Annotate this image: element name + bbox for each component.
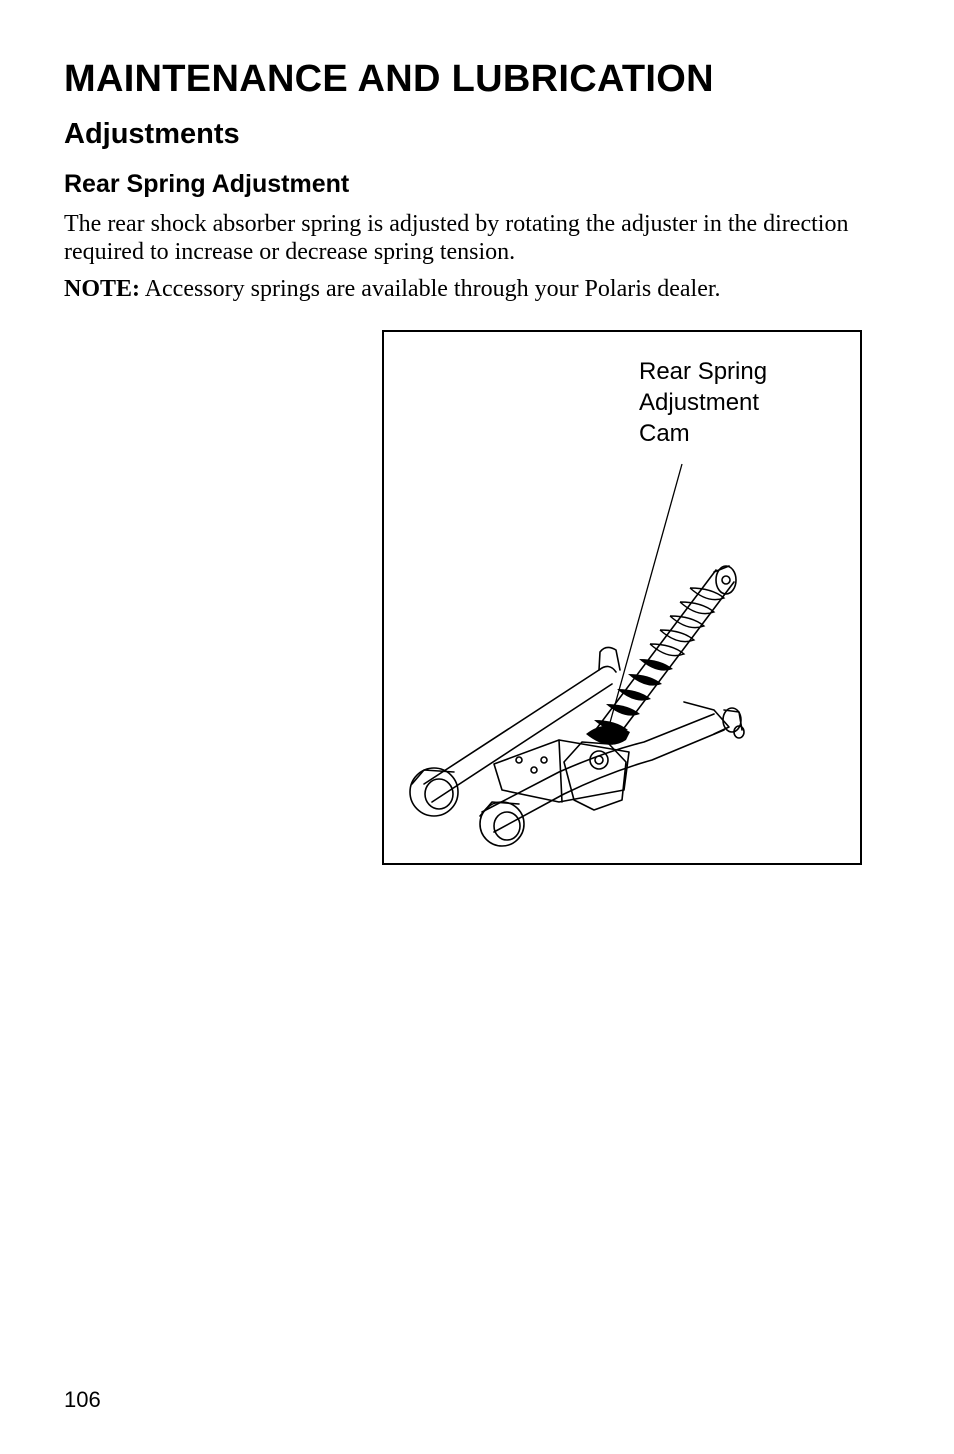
page-number: 106 (64, 1387, 101, 1412)
section-title: Adjustments (64, 118, 240, 150)
shock-absorber-illustration (384, 332, 860, 863)
callout-line-3: Cam (639, 420, 690, 447)
chapter-title: MAINTENANCE AND LUBRICATION (64, 58, 714, 100)
body-paragraph: The rear shock absorber spring is adjusted by rotating the adjuster in the direction required to increase or decrease spring tension. (64, 211, 849, 265)
shock-absorber-figure (382, 330, 862, 865)
callout-line-2: Adjustment (639, 389, 760, 416)
a-arm-upper-tube (424, 666, 616, 784)
note-paragraph (64, 275, 884, 303)
note-text: Accessory springs are available through your Polaris dealer. (140, 276, 721, 302)
callout-line-1: Rear Spring (639, 358, 768, 385)
note-label: NOTE: (64, 276, 141, 302)
subsection-title: Rear Spring Adjustment (64, 170, 350, 198)
